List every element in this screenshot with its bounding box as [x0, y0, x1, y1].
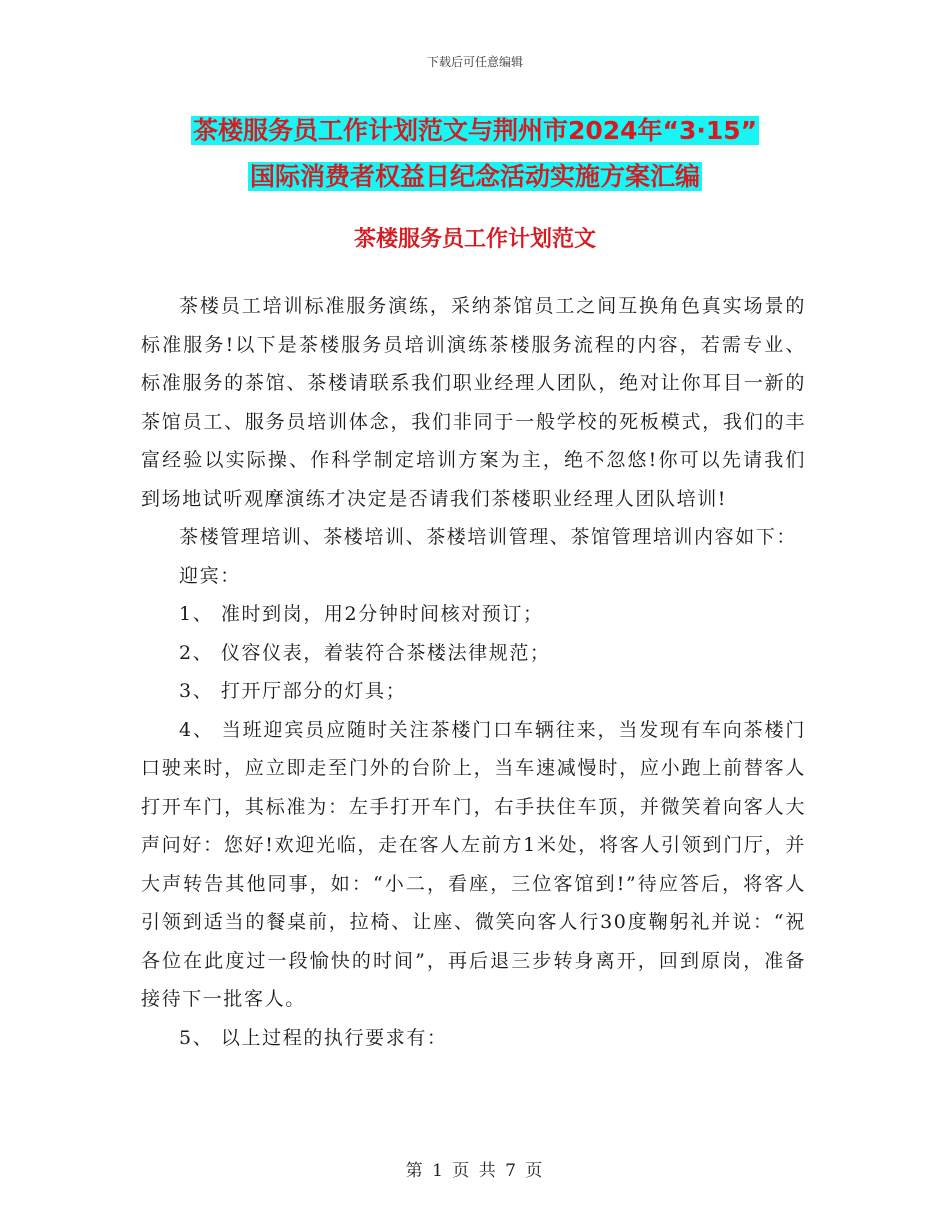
document-body — [141, 287, 806, 1057]
paragraph-intro: 茶楼员工培训标准服务演练，采纳茶馆员工之间互换角色真实场景的标准服务!以下是茶楼服务员培训演练茶楼服务流程的内容，若需专业、标准服务的茶馆、茶楼请联系我们职业经理人团队，绝对让你耳目一新的茶馆员工、服务员培训体念，我们非同于一般学校的死板模式，我们的丰富经验以实际操、作科学制定培训方案为主，绝不忽悠!你可以先请我们到场地试听观摩演练才决定是否请我们茶楼职业经理人团队培训! — [141, 295, 806, 510]
list-item-4: 4、 当班迎宾员应随时关注茶楼门口车辆往来，当发现有车向茶楼门口驶来时，应立即走至门外的台阶上，当车速减慢时，应小跑上前替客人打开车门，其标准为：左手打开车门，右手扶住车顶，并微笑着向客人大声问好：您好!欢迎光临，走在客人左前方1米处，将客人引领到门厅，并大声转告其他同事，如：“小二，看座，三位客馆到!”待应答后，将客人引领到适当的餐桌前，拉椅、让座、微笑向客人行30度鞠躬礼并说：“祝各位在此度过一段愉快的时间”，再后退三步转身离开，回到原岗，准备接待下一批客人。 — [141, 718, 806, 1010]
page-footer: 第 1 页 共 7 页 — [405, 1161, 545, 1181]
list-item-3: 3、 打开厅部分的灯具； — [179, 680, 407, 702]
section-title: 茶楼服务员工作计划范文 — [353, 227, 596, 252]
list-item-1: 1、 准时到岗，用2分钟时间核对预订； — [179, 603, 544, 625]
list-item-5: 5、 以上过程的执行要求有： — [179, 1026, 448, 1049]
paragraph-training-content: 茶楼管理培训、茶楼培训、茶楼培训管理、茶馆管理培训内容如下： — [179, 526, 798, 548]
document-title — [0, 108, 950, 200]
document-title-line-1: 茶楼服务员工作计划范文与荆州市2024年“3·15” — [192, 116, 758, 145]
paragraph-welcome-heading: 迎宾： — [179, 564, 241, 587]
document-title-line-2: 国际消费者权益日纪念活动实施方案汇编 — [249, 162, 700, 191]
list-item-2: 2、 仪容仪表，着装符合茶楼法律规范； — [179, 641, 551, 664]
header-note: 下载后可任意编辑 — [426, 55, 523, 69]
